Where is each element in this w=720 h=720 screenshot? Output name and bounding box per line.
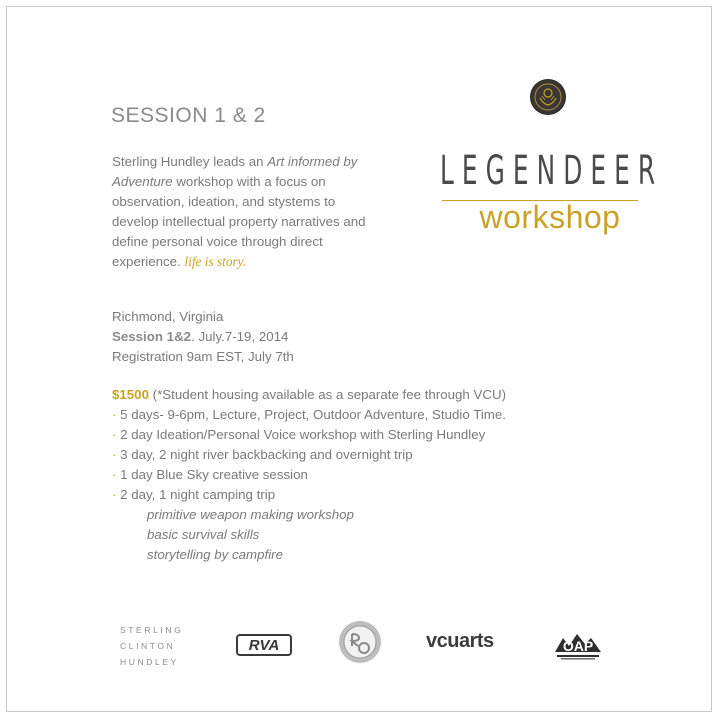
rva-logo	[236, 634, 292, 656]
sponsor-logos	[0, 618, 720, 678]
price-line	[112, 385, 506, 405]
brand-name: LEGENDEER	[440, 148, 664, 194]
session-dates: . July.7-19, 2014	[191, 329, 289, 344]
event-info	[112, 307, 294, 367]
tagline: life is story.	[184, 254, 247, 269]
intro-text-2: workshop with a focus on observation, ideation, and stystems to develop intellectual property narratives and define personal voice through direct experience.	[112, 174, 366, 269]
list-item	[112, 465, 506, 485]
list-item-text: 2 day Ideation/Personal Voice workshop with Sterling Hundley	[120, 427, 486, 442]
bullet: ·	[112, 467, 117, 482]
crest-emblem-icon	[531, 80, 565, 114]
bullet: ·	[112, 407, 117, 422]
sub-list-item: primitive weapon making workshop	[147, 507, 354, 522]
price-note: (*Student housing available as a separate fee through VCU)	[148, 387, 507, 402]
bullet: ·	[112, 487, 117, 502]
logo-line: STERLING	[120, 625, 184, 635]
logo-line: HUNDLEY	[120, 657, 179, 667]
intro-paragraph	[112, 152, 382, 272]
registration: Registration 9am EST, July 7th	[112, 349, 294, 364]
list-item	[112, 485, 506, 505]
list-item	[112, 405, 506, 425]
bullet: ·	[112, 447, 117, 462]
vcuarts-logo	[426, 630, 494, 653]
sterling-clinton-hundley-logo	[120, 622, 183, 670]
price: $1500	[112, 387, 149, 402]
location: Richmond, Virginia	[112, 309, 224, 324]
list-item-text: 5 days- 9-6pm, Lecture, Project, Outdoor Adventure, Studio Time.	[120, 407, 506, 422]
list-item-text: 3 day, 2 night river backbacking and overnight trip	[120, 447, 413, 462]
session-label: Session 1&2	[112, 329, 192, 344]
logo-line: CLINTON	[120, 641, 176, 651]
brand-block	[440, 146, 664, 235]
session-title: SESSION 1 & 2	[111, 104, 266, 127]
list-item-text: 2 day, 1 night camping trip	[120, 487, 276, 502]
vcuarts-logo-rest: arts	[458, 630, 494, 652]
ro-seal-logo	[338, 620, 382, 664]
sub-list-item: storytelling by campfire	[147, 547, 283, 562]
list-item-text: 1 day Blue Sky creative session	[120, 467, 308, 482]
list-item	[112, 425, 506, 445]
sub-list-item: basic survival skills	[147, 527, 260, 542]
brand-subtitle: workshop	[479, 199, 621, 235]
program-list	[112, 385, 506, 565]
rva-logo-text: RVA	[248, 637, 280, 654]
oap-logo	[551, 628, 605, 662]
session-line	[112, 327, 294, 347]
list-item	[112, 445, 506, 465]
intro-emphasis: Art informed by Adventure	[112, 154, 358, 189]
intro-text-1: Sterling Hundley leads an	[112, 154, 268, 169]
oap-logo-text: OAP	[562, 638, 594, 654]
bullet: ·	[112, 427, 117, 442]
vcuarts-logo-bold: vcu	[426, 630, 459, 652]
